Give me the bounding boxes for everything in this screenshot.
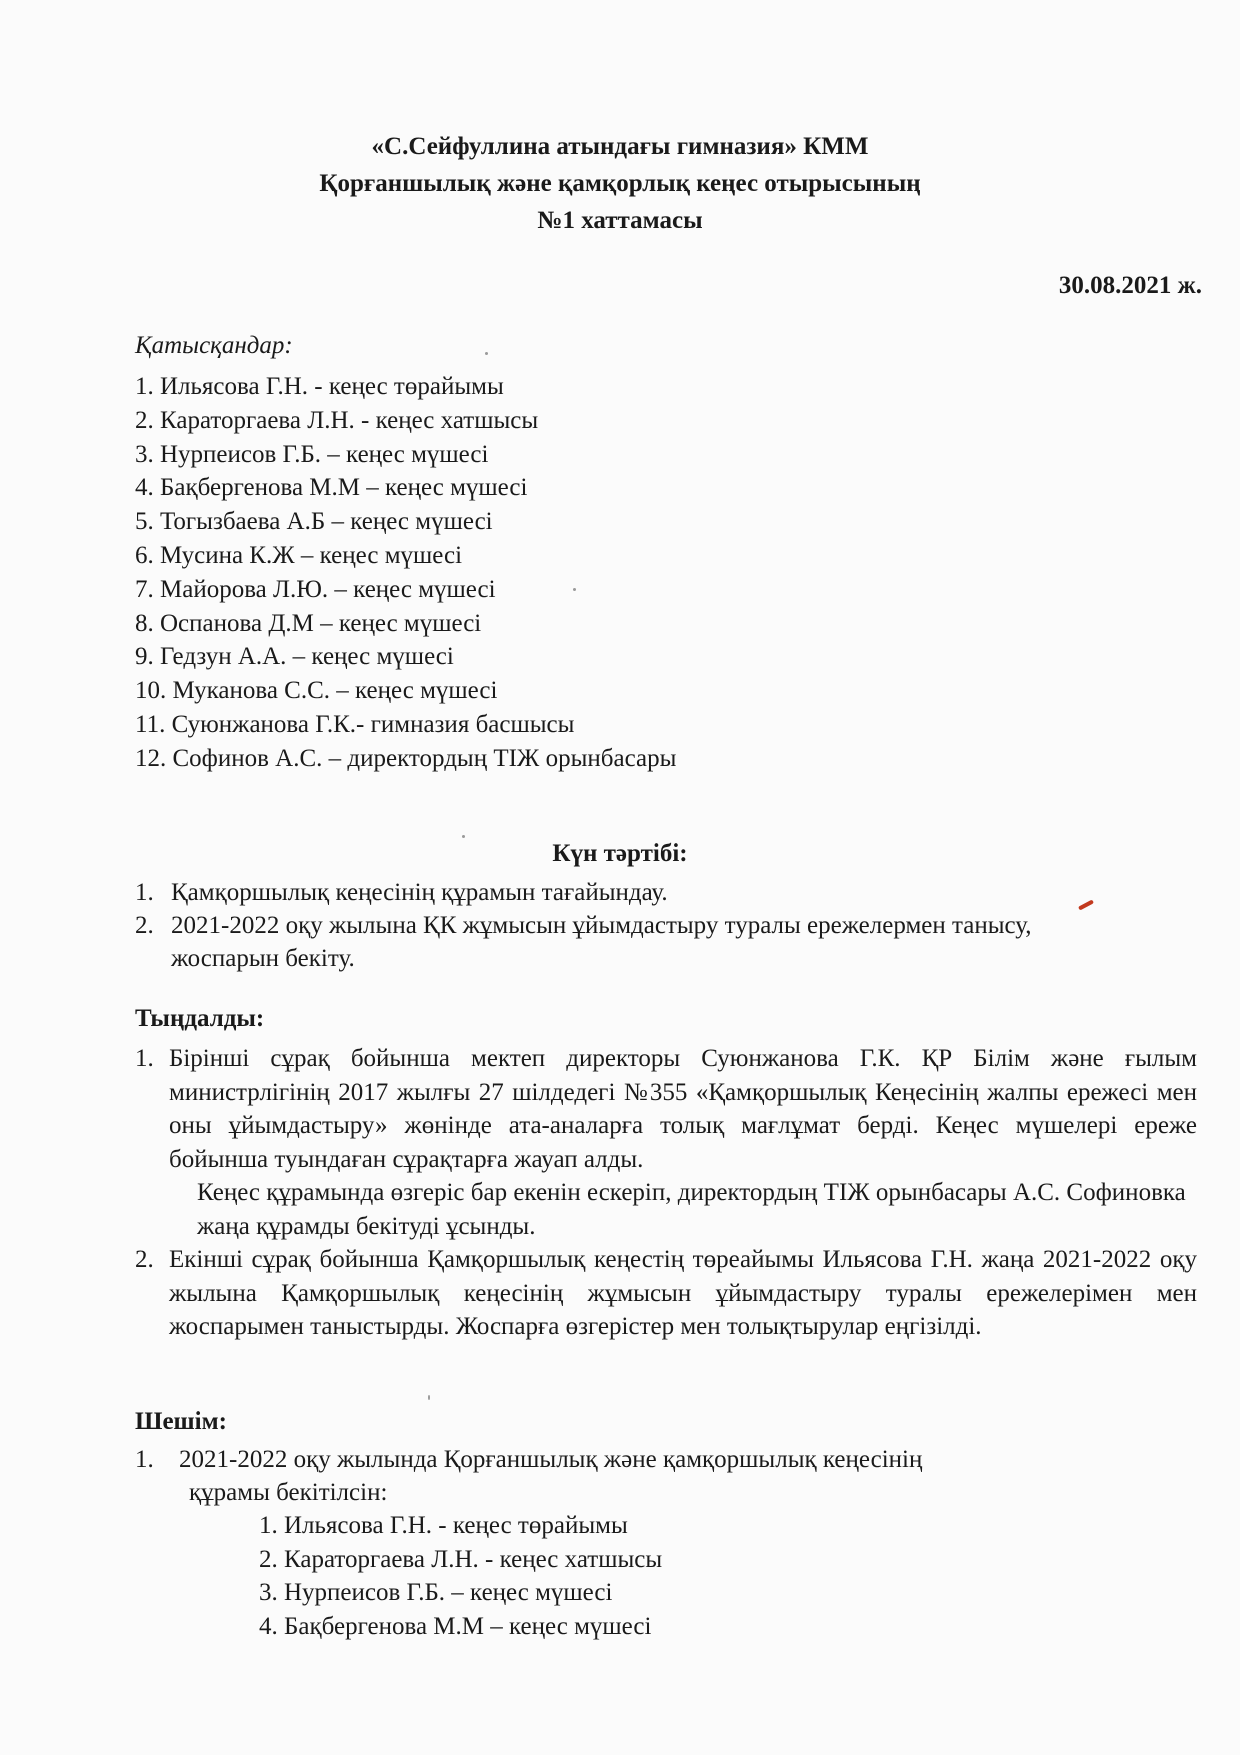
list-item: 9. Гедзун А.А. – кеңес мүшесі	[135, 643, 454, 671]
heard-item	[135, 1243, 1197, 1344]
participants-heading: Қатысқандар:	[135, 332, 293, 359]
approved-members-list	[179, 1509, 1095, 1643]
agenda-item-text: 2021-2022 оқу жылына ҚК жұмысын ұйымдастыру туралы ережелермен танысу, жоспарын бекіту.	[171, 912, 1032, 972]
decision-item-number: 1.	[135, 1446, 154, 1473]
decision-item-continuation: құрамы бекітілсін:	[189, 1479, 388, 1506]
decision-item-text: 2021-2022 оқу жылында Қорғаншылық және қамқоршылық кеңесінің	[179, 1446, 923, 1473]
header-line-1: «С.Сейфуллина атындағы гимназия» КММ	[371, 133, 869, 160]
agenda-item	[135, 876, 1095, 909]
decision-item	[135, 1443, 1095, 1643]
heard-list	[135, 1042, 1197, 1344]
scan-speck	[428, 1395, 430, 1400]
list-item: 4. Бақбергенова М.М – кеңес мүшесі	[259, 1612, 652, 1640]
participants-list	[135, 370, 676, 776]
list-item: 4. Бақбергенова М.М – кеңес мүшесі	[135, 474, 528, 502]
scan-speck	[462, 835, 465, 838]
heard-item-number: 1.	[135, 1045, 154, 1072]
heard-item-number: 2.	[135, 1246, 154, 1273]
list-item: 3. Нурпеисов Г.Б. – кеңес мүшесі	[135, 440, 489, 468]
scan-speck	[573, 588, 576, 591]
document-date: 30.08.2021 ж.	[1058, 272, 1202, 299]
list-item: 3. Нурпеисов Г.Б. – кеңес мүшесі	[259, 1579, 613, 1606]
decision-list	[135, 1443, 1095, 1643]
list-item: 1. Ильясова Г.Н. - кеңес төрайымы	[259, 1512, 628, 1539]
list-item: 6. Мусина К.Ж – кеңес мүшесі	[135, 541, 463, 569]
list-item: 10. Муканова С.С. – кеңес мүшесі	[135, 677, 498, 705]
list-item: 7. Майорова Л.Ю. – кеңес мүшесі	[135, 575, 496, 603]
agenda-item-number: 2.	[135, 912, 154, 939]
agenda-heading: Күн тәртібі:	[552, 840, 688, 867]
list-item: 5. Тогызбаева А.Б – кеңес мүшесі	[135, 508, 493, 536]
header-line-3: №1 хаттамасы	[537, 207, 703, 234]
heard-item-text: Бірінші сұрақ бойынша мектеп директоры Суюнжанова Г.К. ҚР Білім және ғылым министрлігінің 2017 жылғы 27 шілдедегі №355 «Қамқоршылық Кеңесінің жалпы ережесі мен оны ұйымдастыру» жөнінде ата-аналарға толық мағлұмат берді. Кеңес мүшелері ереже бойынша туындаған сұрақтарға жауап алды.	[169, 1045, 1197, 1173]
list-item: 2. Караторгаева Л.Н. - кеңес хатшысы	[135, 406, 539, 434]
list-item: 11. Суюнжанова Г.К.- гимназия басшысы	[135, 710, 575, 738]
scan-speck	[485, 352, 488, 355]
heard-heading: Тыңдалды:	[135, 1005, 265, 1032]
list-item: 12. Софинов А.С. – директордың ТІЖ орынбасары	[135, 744, 677, 772]
agenda-item	[135, 909, 1095, 975]
heard-item-continuation: Кеңес құрамында өзгеріс бар екенін ескеріп, директордың ТІЖ орынбасары А.С. Софиновка жаңа құрамды бекітуді ұсынды.	[197, 1179, 1186, 1240]
list-item: 1. Ильясова Г.Н. - кеңес төрайымы	[135, 373, 504, 400]
heard-item	[135, 1042, 1197, 1243]
agenda-item-number: 1.	[135, 879, 154, 906]
list-item: 8. Оспанова Д.М – кеңес мүшесі	[135, 609, 482, 637]
decision-heading: Шешім:	[135, 1408, 227, 1435]
header-line-2: Қорғаншылық және қамқорлық кеңес отырысының	[319, 170, 921, 197]
document-header	[0, 128, 1240, 239]
heard-item-text: Екінші сұрақ бойынша Қамқоршылық кеңестің төреайымы Ильясова Г.Н. жаңа 2021-2022 оқу жылына Қамқоршылық кеңесінің жұмысын ұйымдастыру туралы ережелерімен мен жоспарымен таныстырды. Жоспарға өзгерістер мен толықтырулар еңгізілді.	[169, 1246, 1197, 1340]
agenda-list	[135, 876, 1095, 975]
list-item: 2. Караторгаева Л.Н. - кеңес хатшысы	[259, 1545, 663, 1573]
agenda-item-text: Қамқоршылық кеңесінің құрамын тағайындау.	[171, 879, 668, 906]
